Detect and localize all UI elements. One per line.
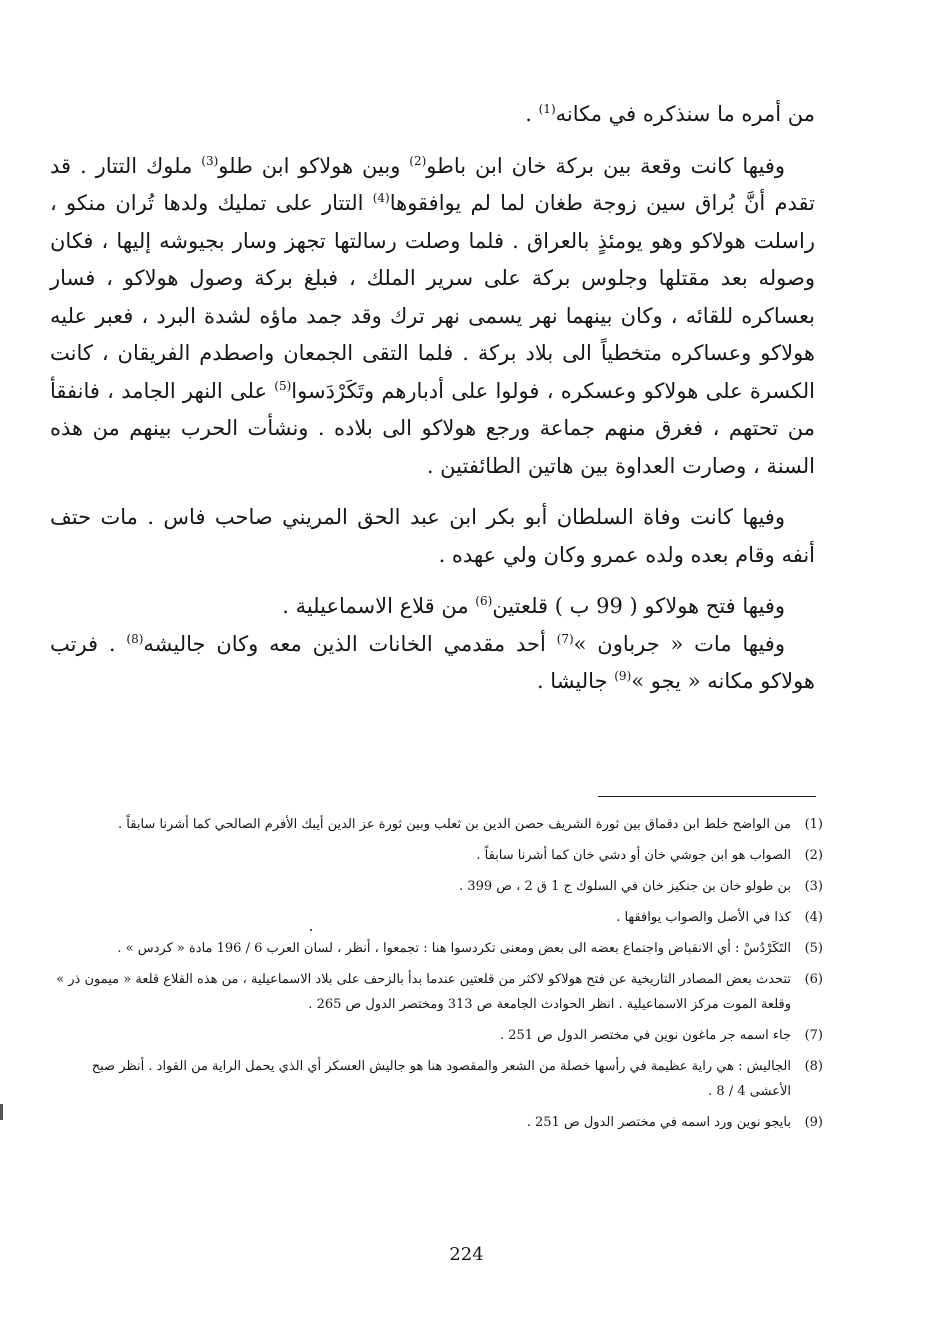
footnote-reference: (5) — [274, 378, 292, 393]
footnote-reference: (4) — [372, 191, 390, 205]
paragraph-text: وفيها كانت وقعة بين بركة خان ابن باطو — [426, 153, 785, 178]
paragraph-text: وفيها فتح هولاكو ( 99 ب ) قلعتين — [492, 594, 785, 618]
paragraph-text: وفيها مات « جرباون » — [573, 631, 785, 656]
footnote-item — [50, 1023, 823, 1048]
footnote-number: (6) — [804, 972, 823, 987]
footnote-text: من الواضح خلط ابن دقماق بين ثورة الشريف حصن الدين بن ثعلب وبين ثورة عز الدين أيبك الأفرم الصالحي كما أشرنا سابقاً . — [118, 817, 791, 832]
footnote-reference: (9) — [614, 669, 632, 683]
paragraph-text: جاليشا . — [536, 669, 615, 693]
footnote-item — [50, 812, 823, 837]
paragraph-text: . — [525, 102, 539, 126]
footnote-text: كذا في الأصل والصواب يوافقها . — [616, 910, 791, 925]
footnote-number: (9) — [804, 1115, 823, 1130]
page-number: 224 — [449, 1244, 484, 1265]
paragraph-text: ملوك التتار . قد تقدم أنَّ بُراق سين زوجة طغان لما لم يوافقوها — [50, 153, 815, 215]
footnote-number: (3) — [804, 879, 823, 894]
footnote-item — [50, 1054, 823, 1104]
paragraph-text: على النهر الجامد ، فانفقأ من تحتهم ، فغرق منهم جماعة ورجع هولاكو الى بلاده . ونشأت الحرب بينهم من هذه السنة ، وصارت العداوة بين هاتين الطائفتين . — [50, 378, 815, 478]
footnote-number: (2) — [804, 848, 823, 863]
body-paragraph — [50, 626, 815, 701]
footnote-text: جاء اسمه جر ماغون نوين في مختصر الدول ص 251 . — [499, 1028, 791, 1043]
footnote-reference: (8) — [126, 631, 144, 646]
body-paragraph — [50, 588, 815, 626]
paragraph-text: . فرتب هولاكو مكانه « يجو » — [50, 631, 815, 693]
footnote-reference: (2) — [409, 153, 427, 168]
scan-speck — [310, 929, 312, 931]
footnote-text: تتحدث بعض المصادر التاريخية عن فتح هولاكو لاكثر من قلعتين عندما بدأ بالزحف على بلاد الاسماعيلية ، من هذه القلاع قلعة « ميمون ذر » وقلعة الموت مركز الاسماعيلية . انظر الحوادث الجامعة ص 313 ومختصر الدول ص 265 . — [56, 972, 791, 1012]
paragraph-text: وفيها كانت وفاة السلطان أبو بكر ابن عبد الحق المريني صاحب فاس . مات حتف أنفه وقام بعده ولده عمرو وكان ولي عهده . — [50, 505, 815, 567]
footnote-item — [50, 843, 823, 868]
paragraph-text: التتار على تمليك ولدها تُران منكو ، راسلت هولاكو وهو يومئذٍ بالعراق . فلما وصلت رسالتها تجهز وسار بجيوشه إليها ، فكان وصوله بعد مقتلها وجلوس بركة على سرير الملك ، فبلغ بركة وصول هولاكو ، فسار بعساكره للقائه ، وكان بينهما نهر يسمى نهر ترك وقد جمد ماؤه لشدة البرد ، فعبر عليه هولاكو وعساكره متخطياً الى بلاد بركة . فلما التقى الجمعان واصطدم الفريقان ، كانت الكسرة على هولاكو وعسكره ، فولوا على أدبارهم وتَكَرْدَسوا — [50, 191, 815, 403]
footnote-number: (4) — [804, 910, 823, 925]
footnote-reference: (7) — [556, 631, 574, 646]
paragraph-text: وبين هولاكو ابن طلو — [218, 153, 410, 178]
footnote-item — [50, 1110, 823, 1135]
footnote-reference: (6) — [475, 594, 493, 608]
footnote-reference: (3) — [201, 153, 219, 168]
footnote-number: (7) — [804, 1028, 823, 1043]
footnote-text: الصواب هو ابن جوشي خان أو دشي خان كما أشرنا سابقاً . — [476, 848, 791, 863]
scan-edge-mark — [0, 1104, 3, 1120]
body-paragraph — [50, 499, 815, 574]
footnote-text: التَكَرْدُسْ : أي الانقباض واجتماع بعضه الى بعض ومعنى تكردسوا هنا : تجمعوا ، أنظر ، لسان العرب 6 / 196 مادة « كردس » . — [117, 941, 791, 956]
paragraph-text: من قلاع الاسماعيلية . — [282, 594, 476, 618]
paragraph-text: من أمره ما سنذكره في مكانه — [555, 102, 815, 126]
footnote-text: بن طولو خان بن جنكيز خان في السلوك ج 1 ق 2 ، ص 399 . — [459, 879, 791, 894]
footnotes-section — [50, 812, 823, 1141]
body-paragraph — [50, 148, 815, 486]
footnote-text: الجاليش : هي راية عظيمة في رأسها خصلة من الشعر والمقصود هنا هو جاليش العسكر أي الذي يحمل الراية من القواد . أنظر صبح الأعشى 4 / 8 . — [91, 1059, 791, 1099]
footnote-item — [50, 874, 823, 899]
main-body-text — [50, 96, 815, 701]
footnote-reference: (1) — [538, 102, 556, 116]
footnote-item — [50, 967, 823, 1017]
body-paragraph — [50, 96, 815, 134]
footnote-number: (1) — [804, 817, 823, 832]
footnote-item — [50, 905, 823, 930]
footnote-number: (8) — [804, 1059, 823, 1074]
footnote-number: (5) — [804, 941, 823, 956]
footnote-separator — [598, 796, 816, 797]
footnote-item — [50, 936, 823, 961]
footnote-text: بايجو نوين ورد اسمه في مختصر الدول ص 251 . — [526, 1115, 791, 1130]
paragraph-text: أحد مقدمي الخانات الذين معه وكان جاليشه — [143, 631, 557, 656]
